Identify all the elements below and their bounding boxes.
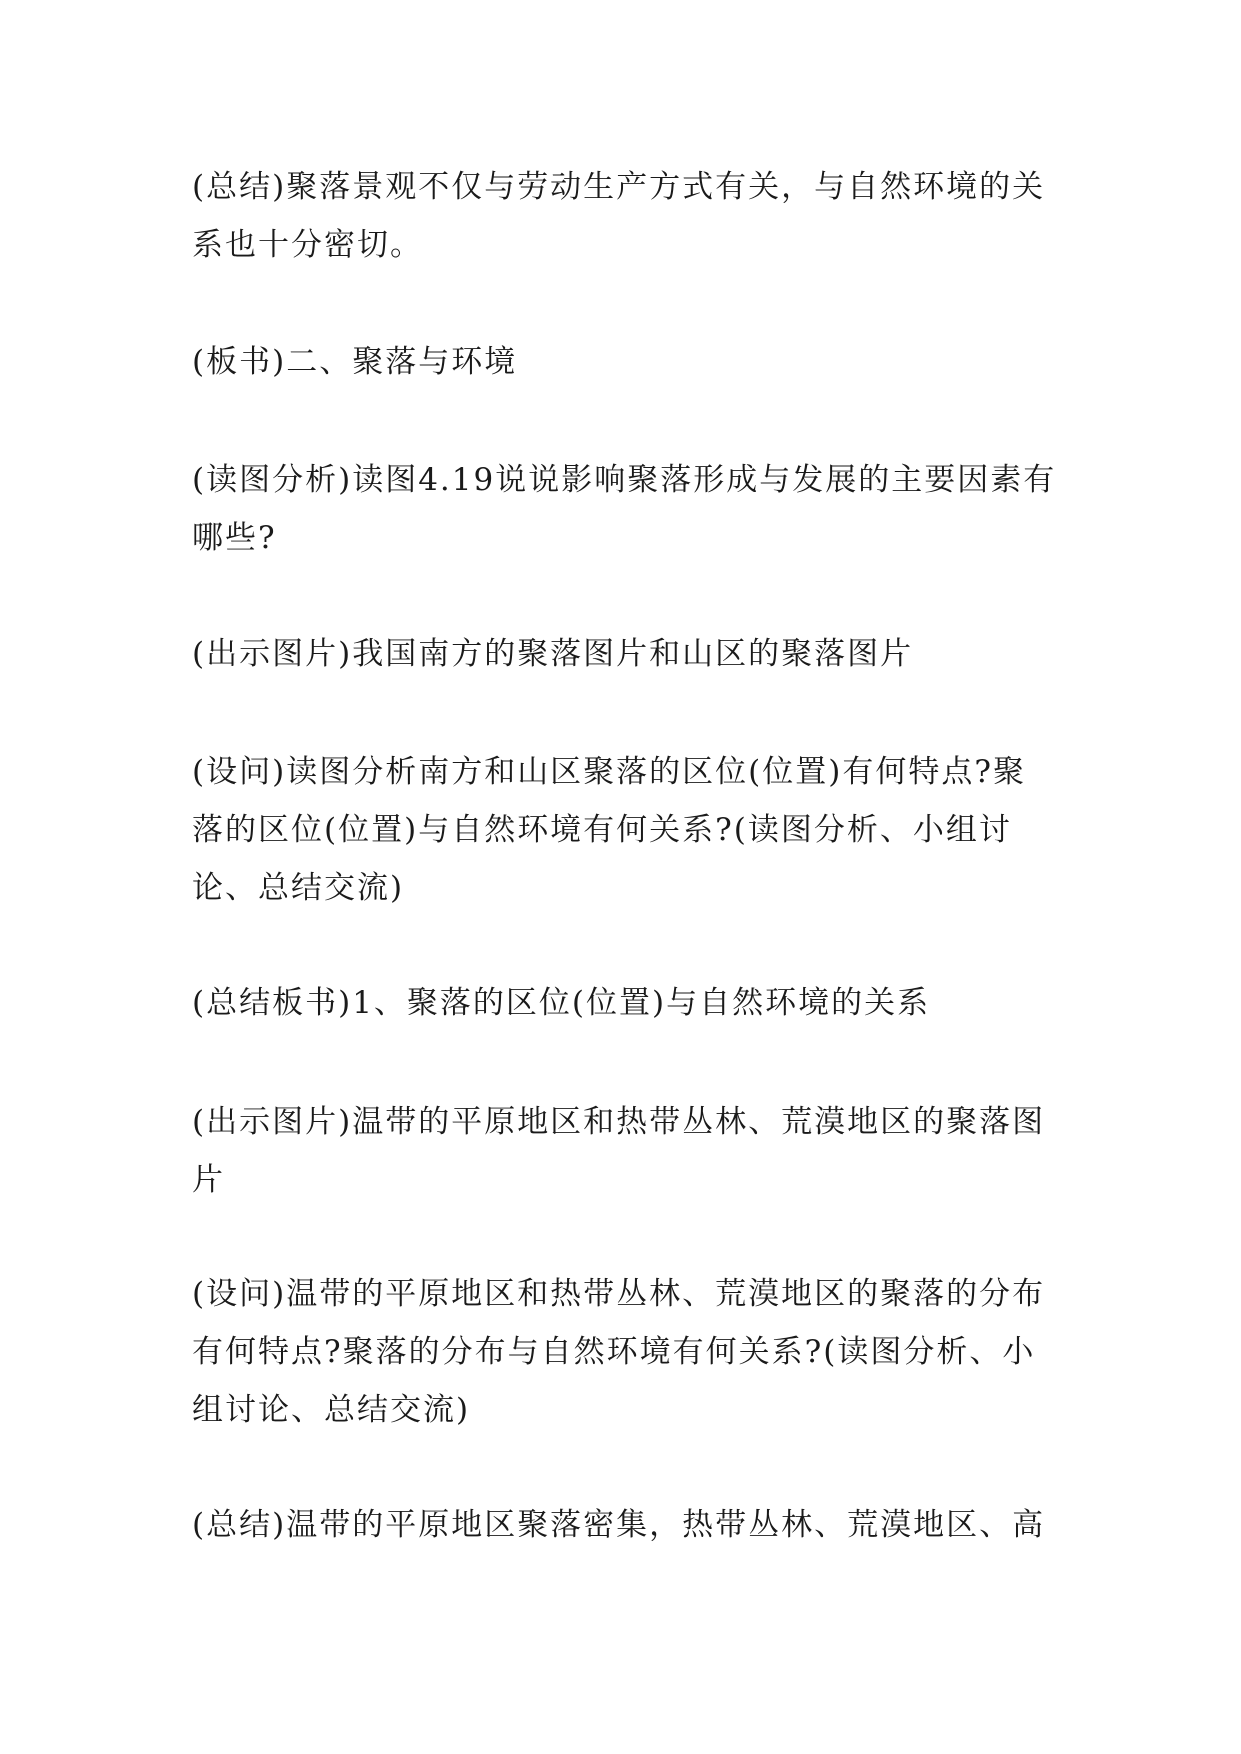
paragraph-question-distribution: (设问)温带的平原地区和热带丛林、荒漠地区的聚落的分布有何特点?聚落的分布与自然环境有何关系?(读图分析、小组讨论、总结交流) [192, 1276, 1046, 1428]
paragraph-board-summary-location: (总结板书)1、聚落的区位(位置)与自然环境的关系 [192, 985, 931, 1021]
paragraph-show-pictures-south: (出示图片)我国南方的聚落图片和山区的聚落图片 [192, 636, 914, 672]
paragraph-summary-landscape: (总结)聚落景观不仅与劳动生产方式有关，与自然环境的关系也十分密切。 [192, 169, 1046, 263]
paragraph-question-location: (设问)读图分析南方和山区聚落的区位(位置)有何特点?聚落的区位(位置)与自然环境有何关系?(读图分析、小组讨论、总结交流) [192, 754, 1026, 906]
paragraph-summary-distribution: (总结)温带的平原地区聚落密集，热带丛林、荒漠地区、高 [192, 1507, 1046, 1543]
paragraph-board-heading: (板书)二、聚落与环境 [192, 344, 518, 380]
paragraph-map-reading: (读图分析)读图4.19说说影响聚落形成与发展的主要因素有哪些? [192, 462, 1057, 556]
paragraph-show-pictures-climate: (出示图片)温带的平原地区和热带丛林、荒漠地区的聚落图片 [192, 1104, 1046, 1198]
